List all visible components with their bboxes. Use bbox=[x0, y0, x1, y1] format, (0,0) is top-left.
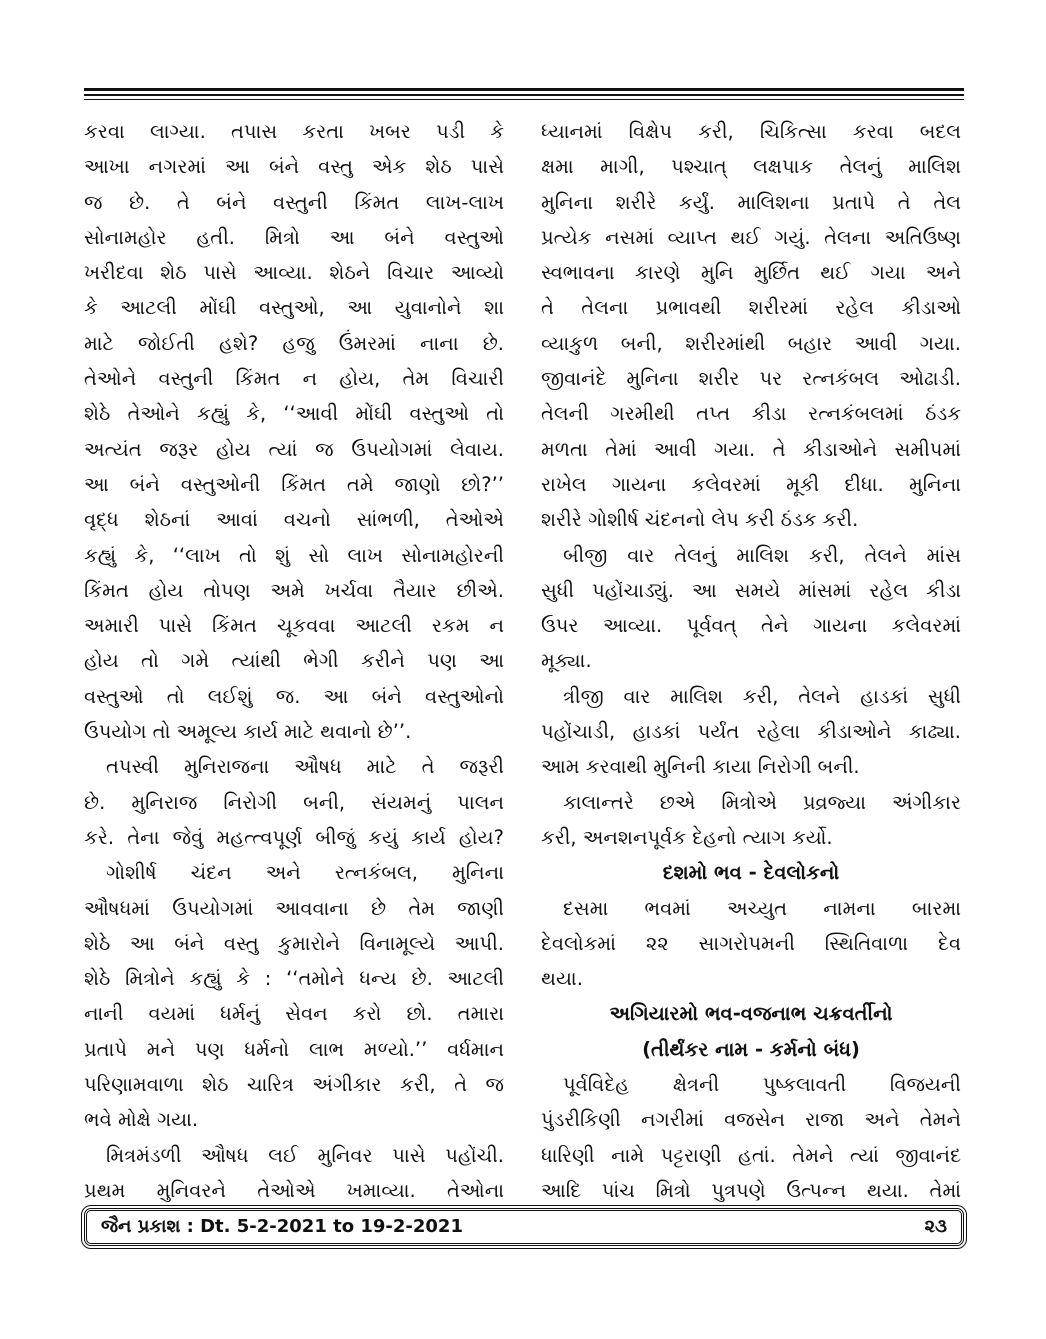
text-line: સ્વભાવના કારણે મુનિ મુર્છિત થઈ ગયા અને bbox=[541, 261, 961, 285]
text-line: મૂક્યા. bbox=[541, 649, 592, 673]
text-line: કે આટલી મોંઘી વસ્તુઓ, આ યુવાનોને શા bbox=[84, 296, 504, 320]
text-line: ક્ષમા માગી, પશ્ચાત્ લક્ષપાક તેલનું માલિશ bbox=[541, 155, 961, 179]
text-line: સોનામહોર હતી. મિત્રો આ બંને વસ્તુઓ bbox=[84, 225, 504, 249]
text-line: દસમા ભવમાં અચ્યુત નામના બારમા bbox=[563, 896, 961, 920]
section-heading-tenth-birth: દશમો ભવ - દેવલોકનો bbox=[662, 861, 840, 885]
text-line: હોય તો ગમે ત્યાંથી ભેગી કરીને પણ આ bbox=[84, 649, 504, 673]
text-line: તેઓને વસ્તુની કિંમત ન હોય, તેમ વિચારી bbox=[84, 367, 504, 391]
text-line: દેવલોકમાં ૨૨ સાગરોપમની સ્થિતિવાળા દેવ bbox=[541, 931, 961, 955]
text-line: માટે જોઈતી હશે? હજુ ઉંમરમાં નાના છે. bbox=[84, 331, 504, 355]
text-line: તે તેલના પ્રભાવથી શરીરમાં રહેલ કીડાઓ bbox=[541, 296, 961, 320]
text-line: પહોંચાડી, હાડકાં પર્યંત રહેલા કીડાઓને કાઢ્યા. bbox=[541, 720, 961, 744]
header-rule-middle bbox=[84, 94, 964, 96]
text-line: આદિ પાંચ મિત્રો પુત્રપણે ઉત્પન્ન થયા. તેમાં bbox=[541, 1178, 961, 1202]
text-line: અત્યંત જરૂર હોય ત્યાં જ ઉપયોગમાં લેવાય. bbox=[84, 437, 504, 461]
text-line: મળતા તેમાં આવી ગયા. તે કીડાઓને સમીપમાં bbox=[541, 437, 961, 461]
left-column bbox=[84, 114, 504, 1208]
text-line: પ્રત્યેક નસમાં વ્યાપ્ત થઈ ગયું. તેલના અતિઉષ્ણ bbox=[541, 225, 961, 249]
text-line: શેઠે તેઓને કહ્યું કે, ‘‘આવી મોંઘી વસ્તુઓ તો bbox=[84, 402, 504, 426]
right-column bbox=[541, 114, 961, 1208]
text-line: જ છે. તે બંને વસ્તુની કિંમત લાખ-લાખ bbox=[84, 190, 504, 214]
text-line: આ બંને વસ્તુઓની કિંમત તમે જાણો છો?’’ bbox=[84, 472, 504, 496]
publication-info: જૈન પ્રકાશ : Dt. 5-2-2021 to 19-2-2021 bbox=[101, 1216, 463, 1237]
text-line: વ્યાકુળ બની, શરીરમાંથી બહાર આવી ગયા. bbox=[541, 331, 961, 355]
text-line: વસ્તુઓ તો લઈશું જ. આ બંને વસ્તુઓનો bbox=[84, 684, 504, 708]
section-subheading: (તીર્થંકર નામ - કર્મનો બંધ) bbox=[642, 1037, 860, 1061]
text-line: પુંડરીકિણી નગરીમાં વજસેન રાજા અને તેમને bbox=[541, 1108, 961, 1132]
text-line: મુનિના શરીરે કર્યું. માલિશના પ્રતાપે તે તેલ bbox=[541, 190, 961, 214]
text-line: શેઠે આ બંને વસ્તુ કુમારોને વિનામૂલ્યે આપી. bbox=[84, 931, 504, 955]
text-line: ઔષધમાં ઉપયોગમાં આવવાના છે તેમ જાણી bbox=[84, 896, 504, 920]
text-line: આખા નગરમાં આ બંને વસ્તુ એક શેઠ પાસે bbox=[84, 155, 504, 179]
text-line: અમારી પાસે કિંમત ચૂકવવા આટલી રકમ ન bbox=[84, 614, 504, 638]
header-rule-bottom bbox=[84, 99, 964, 100]
text-line: ઉપયોગ તો અમૂલ્ય કાર્ય માટે થવાનો છે’’. bbox=[84, 720, 412, 744]
text-line: રાખેલ ગાયના કલેવરમાં મૂકી દીધા. મુનિના bbox=[541, 472, 961, 496]
text-line: કરવા લાગ્યા. તપાસ કરતા ખબર પડી કે bbox=[84, 120, 504, 143]
text-line: પૂર્વવિદેહ ક્ષેત્રની પુષ્કલાવતી વિજયની bbox=[563, 1073, 961, 1097]
text-line: તેલની ગરમીથી તપ્ત કીડા રત્નકંબલમાં ઠંડક bbox=[541, 402, 961, 426]
page-footer bbox=[84, 1208, 964, 1246]
text-line: ખરીદવા શેઠ પાસે આવ્યા. શેઠને વિચાર આવ્યો bbox=[84, 261, 504, 285]
text-line: ધારિણી નામે પટ્ટરાણી હતાં. તેમને ત્યાં જીવાનંદ bbox=[541, 1143, 961, 1167]
text-line: મિત્રમંડળી ઔષધ લઈ મુનિવર પાસે પહોંચી. bbox=[106, 1143, 504, 1167]
text-line: પ્રથમ મુનિવરને તેઓએ ખમાવ્યા. તેઓના bbox=[84, 1178, 504, 1202]
section-heading-eleventh-birth: અગિયારમો ભવ-વજનાભ ચક્રવર્તીનો bbox=[609, 1002, 893, 1026]
text-line: વૃદ્ધ શેઠનાં આવાં વચનો સાંભળી, તેઓએ bbox=[84, 508, 504, 532]
text-line: ભવે મોક્ષે ગયા. bbox=[84, 1108, 199, 1132]
text-line: શેઠે મિત્રોને કહ્યું કે : ‘‘તમોને ધન્ય છે. આટલી bbox=[84, 967, 504, 991]
text-line: તપસ્વી મુનિરાજના ઔષધ માટે તે જરૂરી bbox=[106, 755, 504, 779]
text-line: ધ્યાનમાં વિક્ષેપ કરી, ચિકિત્સા કરવા બદલ bbox=[541, 120, 961, 143]
text-line: થયા. bbox=[541, 967, 583, 991]
text-line: ત્રીજી વાર માલિશ કરી, તેલને હાડકાં સુધી bbox=[563, 684, 961, 708]
text-line: કરે. તેના જેવું મહત્ત્વપૂર્ણ બીજું કયું કાર્ય હોય? bbox=[84, 825, 504, 849]
header-rule-top bbox=[84, 88, 964, 91]
text-line: કિંમત હોય તોપણ અમે ખર્ચવા તૈયાર છીએ. bbox=[84, 578, 504, 602]
text-line: ઉપર આવ્યા. પૂર્વવત્ તેને ગાયના કલેવરમાં bbox=[541, 614, 961, 638]
text-line: જીવાનંદે મુનિના શરીર પર રત્નકંબલ ઓઢાડી. bbox=[541, 367, 961, 391]
text-line: કહ્યું કે, ‘‘લાખ તો શું સો લાખ સોનામહોરની bbox=[84, 543, 504, 567]
text-line: પરિણામવાળા શેઠ ચારિત્ર અંગીકાર કરી, તે જ bbox=[84, 1073, 504, 1097]
text-line: કરી, અનશનપૂર્વક દેહનો ત્યાગ કર્યો. bbox=[541, 825, 833, 849]
text-line: પ્રતાપે મને પણ ધર્મનો લાભ મળ્યો.’’ વર્ધમાન bbox=[84, 1037, 504, 1061]
text-line: આમ કરવાથી મુનિની કાયા નિરોગી બની. bbox=[541, 755, 860, 779]
text-line: શરીરે ગોશીર્ષ ચંદનનો લેપ કરી ઠંડક કરી. bbox=[541, 508, 859, 532]
text-line: કાલાન્તરે છએ મિત્રોએ પ્રવ્રજ્યા અંગીકાર bbox=[563, 790, 961, 814]
text-line: નાની વયમાં ધર્મનું સેવન કરો છો. તમારા bbox=[84, 1002, 504, 1026]
text-line: છે. મુનિરાજ નિરોગી બની, સંયમનું પાલન bbox=[84, 790, 504, 814]
text-line: ગોશીર્ષ ચંદન અને રત્નકંબલ, મુનિના bbox=[106, 861, 504, 885]
text-line: બીજી વાર તેલનું માલિશ કરી, તેલને માંસ bbox=[563, 543, 961, 567]
page-number: ૨૩ bbox=[924, 1216, 947, 1237]
text-line: સુધી પહોંચાડ્યું. આ સમયે માંસમાં રહેલ કીડા bbox=[541, 578, 961, 602]
